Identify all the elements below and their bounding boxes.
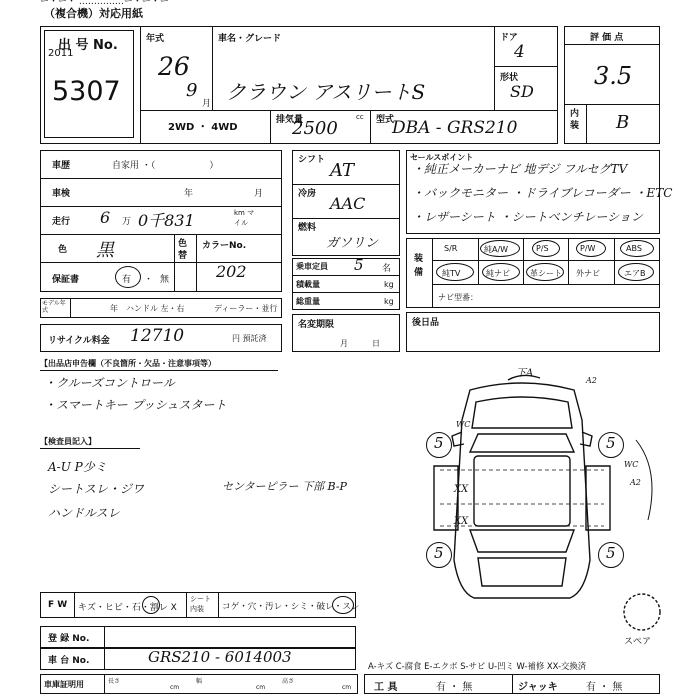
top-cut-text: ー・ー・ ……………ー・ー・ー <box>40 0 169 7</box>
fw-seat-items: コゲ・穴・汚レ・シミ・破レ・スレ <box>222 602 360 612</box>
aircon-label: 冷房 <box>298 189 317 199</box>
shape-label: 形状 <box>500 73 519 83</box>
tools-value: 有 ・ 無 <box>436 682 473 693</box>
gross-unit: kg <box>384 297 394 306</box>
diagram-wc-1: WC <box>456 420 471 429</box>
dims-width: 幅 <box>196 678 203 685</box>
equip-aw: 純A/W <box>484 245 509 254</box>
capacity-label: 乗車定員 <box>296 262 328 271</box>
model-type-value: DBA - GRS210 <box>392 118 518 138</box>
equip-pw: P/W <box>580 244 596 253</box>
model-year-label: モデル年式 <box>42 300 66 314</box>
rating-label: 評 価 点 <box>590 33 624 43</box>
lot-label: 出 号 No. <box>58 38 118 53</box>
equip-sr: S/R <box>444 244 458 253</box>
shift-label: シフト <box>298 155 326 165</box>
recycle-label: リサイクル料金 <box>48 336 110 346</box>
history-label: 車歴 <box>52 161 71 171</box>
jack-label: ジャッキ <box>518 682 558 693</box>
color-code: 202 <box>216 262 247 281</box>
inspection-label: 車検 <box>52 189 71 199</box>
color-code-label: カラーNo. <box>202 241 247 251</box>
car-name-label: 車名・グレード <box>218 34 282 44</box>
inspector-note-3: ハンドルスレ <box>48 506 120 520</box>
shape-value: SD <box>510 82 534 101</box>
shift-value: AT <box>330 160 355 181</box>
dims-length: 長さ <box>108 678 121 685</box>
mileage-rest: 0千831 <box>138 211 195 230</box>
retrofit-label: 後日品 <box>412 318 440 328</box>
equip-tv: 純TV <box>442 269 461 278</box>
fw-seat-label: シート内装 <box>190 595 211 613</box>
car-name-value: クラウン アスリートS <box>226 80 426 104</box>
warranty-sep: ・ <box>144 275 154 285</box>
diagram-a-mark-1: A2 <box>586 376 597 385</box>
inspector-note-right: センターピラー 下部 B-P <box>222 480 347 493</box>
year-value: 26 <box>158 52 190 81</box>
equip-navi: 純ナビ <box>486 269 510 278</box>
fuel-label: 燃料 <box>298 223 317 233</box>
capacity-unit: 名 <box>382 264 392 274</box>
equip-leather: 革シート <box>530 269 562 278</box>
warranty-yes: 有 <box>122 275 132 285</box>
displacement-value: 2500 <box>292 118 338 139</box>
doors-value: 4 <box>514 42 525 62</box>
color-change-label: 色替 <box>178 239 188 261</box>
diagram-wc-2: WC <box>624 460 639 469</box>
fw-items: キズ・ヒビ・石・割レ X <box>78 603 177 613</box>
year-month: 9 <box>186 80 198 101</box>
seller-note-1: ・クルーズコントロール <box>44 376 175 390</box>
fuel-value: ガソリン <box>326 236 379 251</box>
mileage-man-unit: 万 <box>122 217 132 227</box>
displacement-unit: cc <box>356 113 364 121</box>
sales-point-2: ・バックモニター ・ドライブレコーダー ・ETC <box>412 186 673 200</box>
interior-value: B <box>616 112 630 133</box>
capacity-value: 5 <box>354 256 364 274</box>
dims-height: 高さ <box>282 678 295 685</box>
diagram-a-mark-2: A2 <box>630 478 641 487</box>
sales-points-label: セールスポイント <box>410 153 474 162</box>
dealer-label: ディーラー・並行 <box>214 304 278 313</box>
navi-model-label: ナビ型番： <box>438 293 478 302</box>
diagram-xx-2: XX <box>454 516 469 527</box>
dims-width-unit: cm <box>256 684 266 691</box>
inspector-note-2: シートスレ・ジワ <box>48 482 144 496</box>
month-unit: 月 <box>202 99 212 109</box>
color-value: 黒 <box>96 240 114 261</box>
mileage-man: 6 <box>100 208 111 227</box>
form-title: （複合機）対応用紙 <box>44 7 143 20</box>
aircon-value: AAC <box>330 194 366 213</box>
model-type-label: 型式 <box>376 115 395 125</box>
color-label: 色 <box>58 245 68 255</box>
name-change-month: 月 <box>340 339 348 348</box>
displacement-label: 排気量 <box>276 115 304 125</box>
drive-label: 2WD ・ 4WD <box>168 122 238 133</box>
sales-point-3: ・レザーシート ・シートベンチレーション <box>412 210 643 224</box>
dims-length-unit: cm <box>170 684 180 691</box>
history-value: 自家用 ・（ ） <box>112 161 219 171</box>
interior-label: 内装 <box>570 109 580 131</box>
lot-year: 2011 <box>48 48 74 59</box>
warranty-no: 無 <box>160 275 170 285</box>
gross-label: 総重量 <box>296 297 320 306</box>
equipment-label: 装備 <box>414 254 424 278</box>
doors-label: ドア <box>500 33 518 43</box>
rating-value: 3.5 <box>594 62 633 90</box>
recycle-value: 12710 <box>130 326 185 346</box>
tools-label: 工 具 <box>374 682 398 693</box>
model-year-unit: 年 <box>110 304 118 313</box>
name-change-label: 名変期限 <box>298 320 335 330</box>
tire-rr-value: 5 <box>606 544 616 562</box>
year-label: 年式 <box>146 34 165 44</box>
mileage-unit: km マイル <box>234 209 255 227</box>
diagram-xx-1: XX <box>454 484 469 495</box>
damage-legend: A-キズ C-腐食 E-エクボ S-サビ U-凹ミ W-補修 XX-交換済 <box>368 661 587 671</box>
name-change-day: 日 <box>372 339 380 348</box>
lot-number: 5307 <box>52 76 121 107</box>
handle-label: ハンドル 左・右 <box>126 304 185 313</box>
registration-label: 登 録 No. <box>48 634 90 644</box>
warranty-label: 保証書 <box>52 275 80 285</box>
recycle-unit: 円 預託済 <box>232 334 267 343</box>
tire-rl-value: 5 <box>434 544 444 562</box>
seller-notes-label: 【出品店申告欄（不良箇所・欠品・注意事項等） <box>40 359 216 368</box>
dims-height-unit: cm <box>342 684 352 691</box>
equip-airbag: エアB <box>624 269 646 278</box>
equip-ext-navi: 外ナビ <box>576 269 600 278</box>
equip-ps: P/S <box>536 244 549 253</box>
dims-label: 車庫証明用 <box>44 680 84 689</box>
tire-fr-value: 5 <box>606 434 616 452</box>
spare-label: スペア <box>624 637 652 647</box>
chassis-value: GRS210 - 6014003 <box>148 648 292 666</box>
seller-note-2: ・スマートキー プッシュスタート <box>44 398 227 412</box>
inspector-notes-label: 【検査員記入】 <box>40 437 96 446</box>
seat-circle-scuff <box>332 596 354 614</box>
sales-point-1: ・純正メーカーナビ 地デジ フルセグTV <box>412 162 628 176</box>
fw-circle-stone <box>142 596 160 614</box>
inspection-year-unit: 年 <box>184 189 194 199</box>
inspection-month-unit: 月 <box>254 189 264 199</box>
tire-fl-value: 5 <box>434 434 444 452</box>
diagram-top-note: 下A <box>516 368 534 379</box>
equip-abs: ABS <box>626 244 642 253</box>
fw-label: F W <box>48 600 68 610</box>
chassis-label: 車 台 No. <box>48 656 90 666</box>
inspector-note-1: A-U P少ミ <box>48 460 107 474</box>
load-label: 積載量 <box>296 280 320 289</box>
jack-value: 有 ・ 無 <box>586 682 623 693</box>
load-unit: kg <box>384 280 394 289</box>
mileage-label: 走行 <box>52 217 71 227</box>
